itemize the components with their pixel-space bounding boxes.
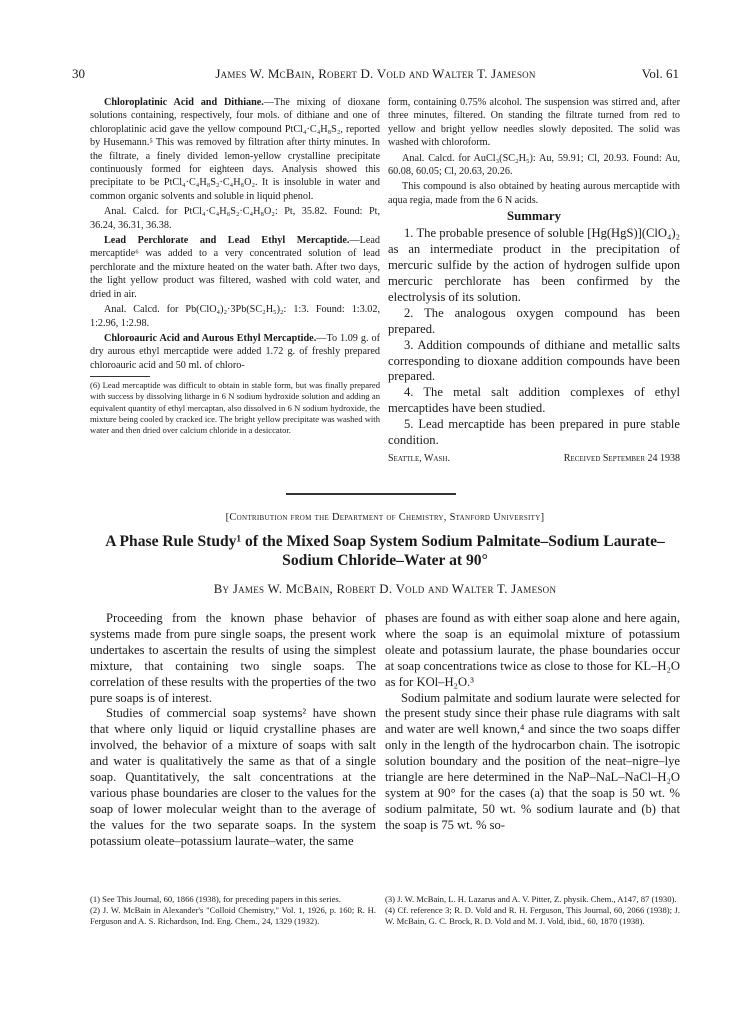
top-left-column: [90, 96, 380, 436]
article-separator: [286, 493, 456, 495]
header-volume: Vol. 61: [641, 66, 679, 81]
location: Seattle, Wash.: [388, 452, 450, 464]
paragraph-heading: Chloroplatinic Acid and Dithiane.: [104, 97, 264, 108]
footnotes-right: [385, 894, 680, 928]
analysis-line: Anal. Calcd. for AuCl₃(SC₂H₅): Au, 59.91; Cl, 20.93. Found: Au, 60.08, 60.05; Cl, 20.63, 20.26.: [388, 152, 680, 178]
paragraph-text: —Lead mercaptide⁶ was added to a very concentrated solution of lead perchlorate and the mixture heated on the water bath. After two days, the light yellow product was filtered, washed with cold water, and dried in air.: [90, 235, 380, 300]
footnote-3: (3) J. W. McBain, L. H. Lazarus and A. V. Pitter, Z. physik. Chem., A147, 87 (1930).: [385, 894, 677, 904]
signoff: [388, 453, 680, 467]
body-paragraph-3: phases are found as with either soap alone and here again, where the soap is an equimolal mixture of potassium oleate and potassium laurate, the phase boundaries occur at soap concentrations twice as close to those for KL–H₂O as for KOl–H₂O.³: [385, 611, 680, 689]
body-paragraph-4: Sodium palmitate and sodium laurate were selected for the present study since their phase rule diagrams with salt and water are well known,⁴ and since the two soaps differ only in the length of the hydrocarbon chain. The isotropic solution boundary and the position of the neat–nigre–lye triangle are here determined in the NaP–NaL–NaCl–H₂O system at 90° for the cases (a) that the soap is 50 wt. % sodium palmitate, 50 wt. % sodium laurate and (b) that the soap is 75 wt. % so-: [385, 690, 680, 832]
paragraph-chloroauric: [90, 332, 380, 372]
paragraph-lead-perchlorate: [90, 234, 380, 301]
analysis-line: Anal. Calcd. for Pb(ClO₄)₂·3Pb(SC₂H₅)₂: 1:3. Found: 1:3.02, 1:2.96, 1:2.98.: [90, 304, 380, 329]
footnote-6: (6) Lead mercaptide was difficult to obtain in stable form, but was finally prepared with success by dissolving litharge in 6 N sodium hydroxide solution and adding an equivalent quantity of ethyl mercaptan, also dissolved in 6 N sodium hydroxide, the mixture being cooled by cracked ice. The bright yellow precipitate was washed with water and then dried over calcium chloride in a desiccator.: [90, 380, 380, 435]
summary-heading: Summary: [506, 209, 562, 224]
running-header: [72, 66, 679, 82]
analysis-line: Anal. Calcd. for PtCl₄·C₄H₈S₂·C₄H₈O₂: Pt, 35.82. Found: Pt, 36.24, 36.31, 36.38.: [90, 206, 380, 231]
header-authors: James W. McBain, Robert D. Vold and Walter T. Jameson: [215, 66, 536, 81]
body-right-column: [385, 611, 680, 834]
footnote-2: (2) J. W. McBain in Alexander's "Colloid Chemistry," Vol. 1, 1926, p. 160; R. H. Ferguson and A. S. Richardson, Ind. Eng. Chem., 24, 1329 (1932).: [90, 905, 376, 927]
footnote-4: (4) Cf. reference 3; R. D. Vold and R. H. Ferguson, This Journal, 60, 2066 (1938); J. W. McBain, G. C. Brock, R. D. Vold and M. J. Vold, ibid., 60, 1870 (1938).: [385, 905, 680, 927]
top-right-column: [388, 96, 680, 467]
summary-item-2: 2. The analogous oxygen compound has been prepared.: [388, 305, 680, 336]
paragraph-heading: Chloroauric Acid and Aurous Ethyl Mercaptide.: [104, 332, 317, 344]
title-line-1: A Phase Rule Study¹ of the Mixed Soap System Sodium Palmitate–Sodium Laurate–: [105, 533, 665, 550]
summary-item-4: 4. The metal salt addition complexes of ethyl mercaptides have been studied.: [388, 385, 680, 416]
summary-item-5: 5. Lead mercaptide has been prepared in pure stable condition.: [388, 417, 680, 448]
title-line-2: Sodium Chloride–Water at 90°: [282, 552, 488, 569]
contribution-line: [Contribution from the Department of Chemistry, Stanford University]: [225, 512, 545, 523]
article-byline: By James W. McBain, Robert D. Vold and Walter T. Jameson: [213, 582, 557, 596]
footnotes-left: [90, 894, 376, 928]
paragraph-text: —The mixing of dioxane solutions containing, respectively, four mols. of dithiane and one of chloroplatinic acid gave the yellow compound PtCl₄·C₄H₈S₂, reported by Husemann.⁵ This was removed by filtration after thirty minutes. In the filtrate, a finely divided lemon-yellow crystalline precipitate continuously formed for eighteen days. Analysis showed this precipitate to be PtCl₄·C₄H₈S₂·C₄H₈O₂. It is insoluble in water and common organic solvents and soluble in liquid phenol.: [90, 97, 380, 202]
article-title: [80, 532, 690, 570]
paragraph-continued: form, containing 0.75% alcohol. The suspension was stirred and, after three minutes, filtered. On standing the filtrate turned from red to yellow and bright yellow needles slowly deposited. The solid was washed with chloroform.: [388, 97, 680, 149]
paragraph-text: —To 1.09 g. of dry aurous ethyl mercaptide were added 1.72 g. of freshly prepared chloroauric acid and 50 ml. of chloro-: [90, 332, 381, 371]
paragraph-heading: Lead Perchlorate and Lead Ethyl Mercaptide.: [104, 235, 350, 247]
body-paragraph-2: Studies of commercial soap systems² have shown that where only liquid or liquid crystalline phases are involved, the behavior of a mixture of soaps with salt and water is qualitatively the same as that of a single soap. Quantitatively, the salt concentrations at the various phase boundaries are closer to the values for the soap of lower molecular weight than to the average of the values for the two separate soaps. In the system potassium oleate–potassium laurate–water, the same: [90, 706, 376, 848]
body-paragraph-1: Proceeding from the known phase behavior of systems made from pure single soaps, the present work undertakes to ascertain the results of using the simplest mixture, that containing two single soaps. The correlation of these results with the properties of the two pure soaps is of interest.: [90, 611, 376, 705]
paragraph-chloroplatinic: [90, 96, 380, 203]
summary-item-3: 3. Addition compounds of dithiane and metallic salts corresponding to dioxane addition compounds have been prepared.: [388, 337, 680, 384]
paragraph-aqua-regia: This compound is also obtained by heating aurous mercaptide with aqua regia, made from the 6 N acids.: [388, 181, 680, 206]
footnote-rule: [90, 376, 150, 377]
summary-item-1: 1. The probable presence of soluble [Hg(HgS)](ClO₄)₂ as an intermediate product in the precipitation of mercuric sulfide by the action of hydrogen sulfide upon mercuric perchlorate has been confirmed by the electrolysis of its solution.: [388, 226, 680, 304]
page-number: 30: [72, 66, 85, 81]
footnote-1: (1) See This Journal, 60, 1866 (1938), for preceding papers in this series.: [90, 894, 341, 904]
body-left-column: [90, 611, 376, 850]
received-date: Received September 24 1938: [563, 452, 680, 464]
